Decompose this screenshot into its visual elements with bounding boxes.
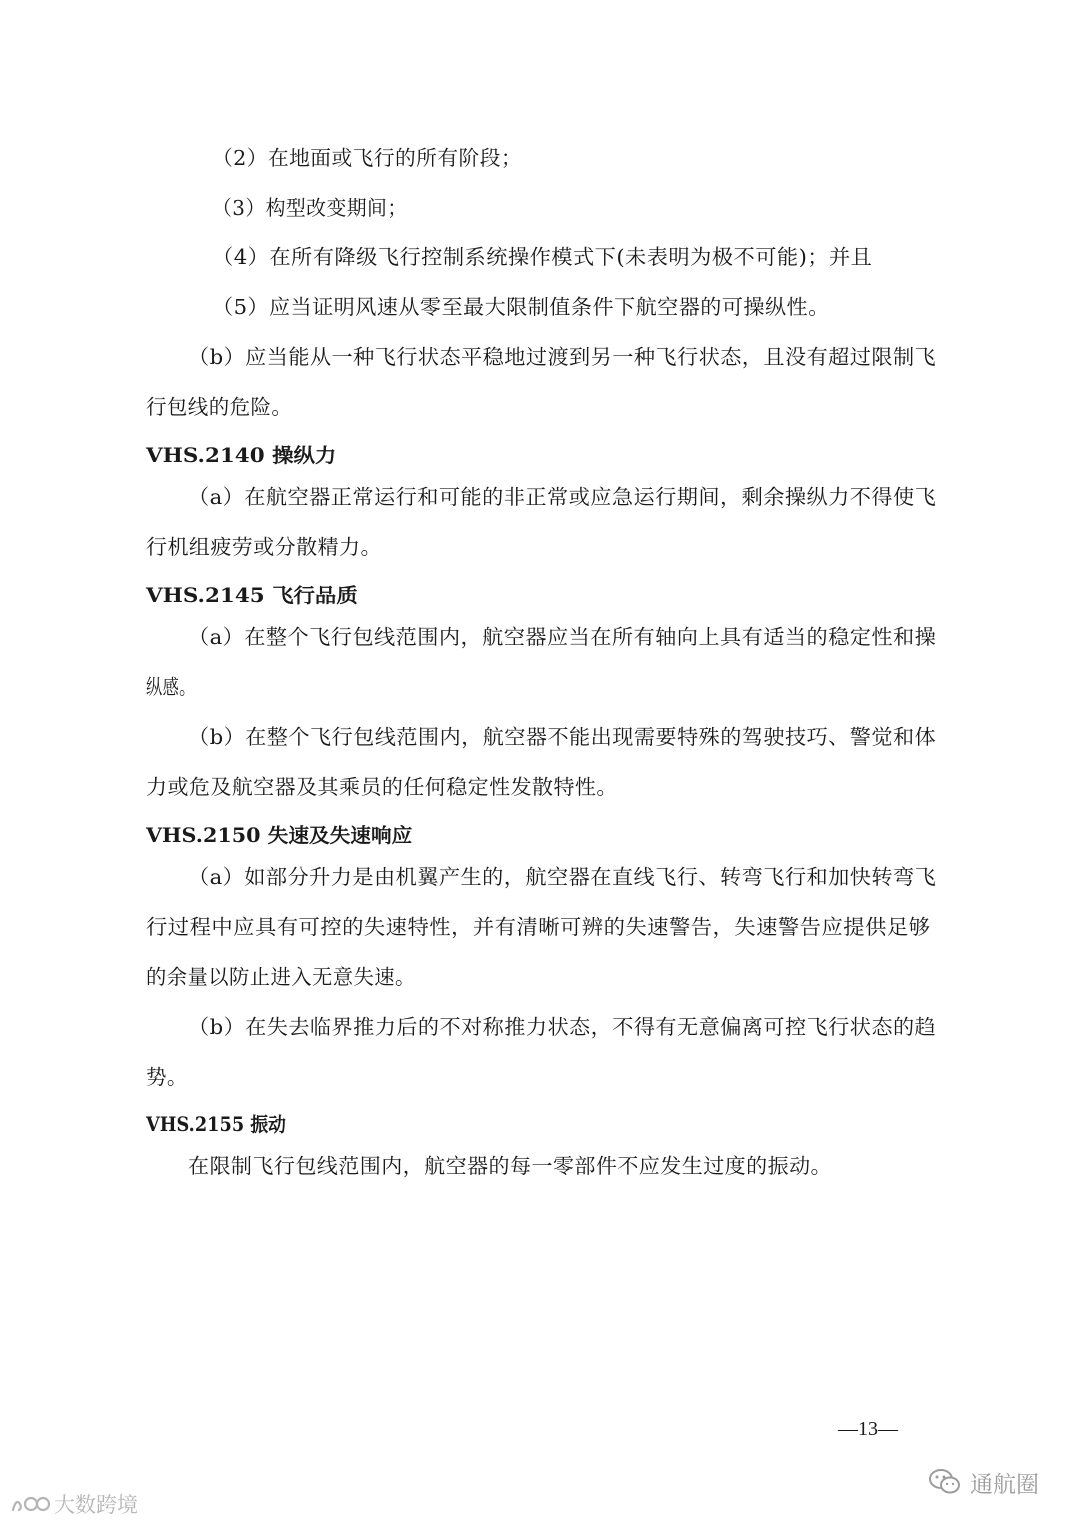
list-item-4: （4）在所有降级飞行控制系统操作模式下(未表明为极不可能)；并且: [212, 245, 873, 269]
section-heading-2150: VHS.2150 失速及失速响应: [146, 824, 413, 847]
page-number: —13—: [838, 1418, 898, 1440]
list-item-2: （2）在地面或飞行的所有阶段；: [212, 146, 523, 170]
wechat-icon: [928, 1468, 962, 1496]
section-2155-body: 在限制飞行包线范围内，航空器的每一零部件不应发生过度的振动。: [188, 1154, 832, 1178]
section-2150-a-line-2: 行过程中应具有可控的失速特性，并有清晰可辨的失速警告，失速警告应提供足够: [146, 915, 931, 939]
section-2145-a-line-2: 纵感。: [146, 675, 196, 699]
watermark-left: [10, 1488, 138, 1520]
list-item-3: （3）构型改变期间；: [212, 196, 408, 220]
section-2145-a-line-1: （a）在整个飞行包线范围内，航空器应当在所有轴向上具有适当的稳定性和操: [188, 625, 937, 649]
paragraph-b-line-2: 行包线的危险。: [146, 395, 293, 419]
section-2145-b-line-1: （b）在整个飞行包线范围内，航空器不能出现需要特殊的驾驶技巧、警觉和体: [188, 725, 937, 749]
logo-icon: [10, 1493, 50, 1515]
section-2140-a-line-1: （a）在航空器正常运行和可能的非正常或应急运行期间，剩余操纵力不得使飞: [188, 485, 937, 509]
watermark-left-text: 大数跨境: [54, 1493, 138, 1517]
section-heading-2155: VHS.2155 振动: [146, 1113, 286, 1136]
section-heading-2140: VHS.2140 操纵力: [146, 444, 337, 467]
section-2145-b-line-2: 力或危及航空器及其乘员的任何稳定性发散特性。: [146, 775, 618, 799]
section-heading-2145: VHS.2145 飞行品质: [146, 584, 358, 607]
section-2140-a-line-2: 行机组疲劳或分散精力。: [146, 535, 382, 559]
section-2150-b-line-1: （b）在失去临界推力后的不对称推力状态，不得有无意偏离可控飞行状态的趋: [188, 1015, 937, 1039]
watermark-right: [928, 1462, 1039, 1502]
list-item-5: （5）应当证明风速从零至最大限制值条件下航空器的可操纵性。: [212, 295, 830, 319]
section-2150-a-line-3: 的余量以防止进入无意失速。: [146, 965, 416, 989]
paragraph-b-line-1: （b）应当能从一种飞行状态平稳地过渡到另一种飞行状态，且没有超过限制飞: [188, 345, 937, 369]
watermark-right-text: 通航圈: [970, 1471, 1039, 1498]
section-2150-b-line-2: 势。: [146, 1065, 188, 1089]
section-2150-a-line-1: （a）如部分升力是由机翼产生的，航空器在直线飞行、转弯飞行和加快转弯飞: [188, 865, 937, 889]
